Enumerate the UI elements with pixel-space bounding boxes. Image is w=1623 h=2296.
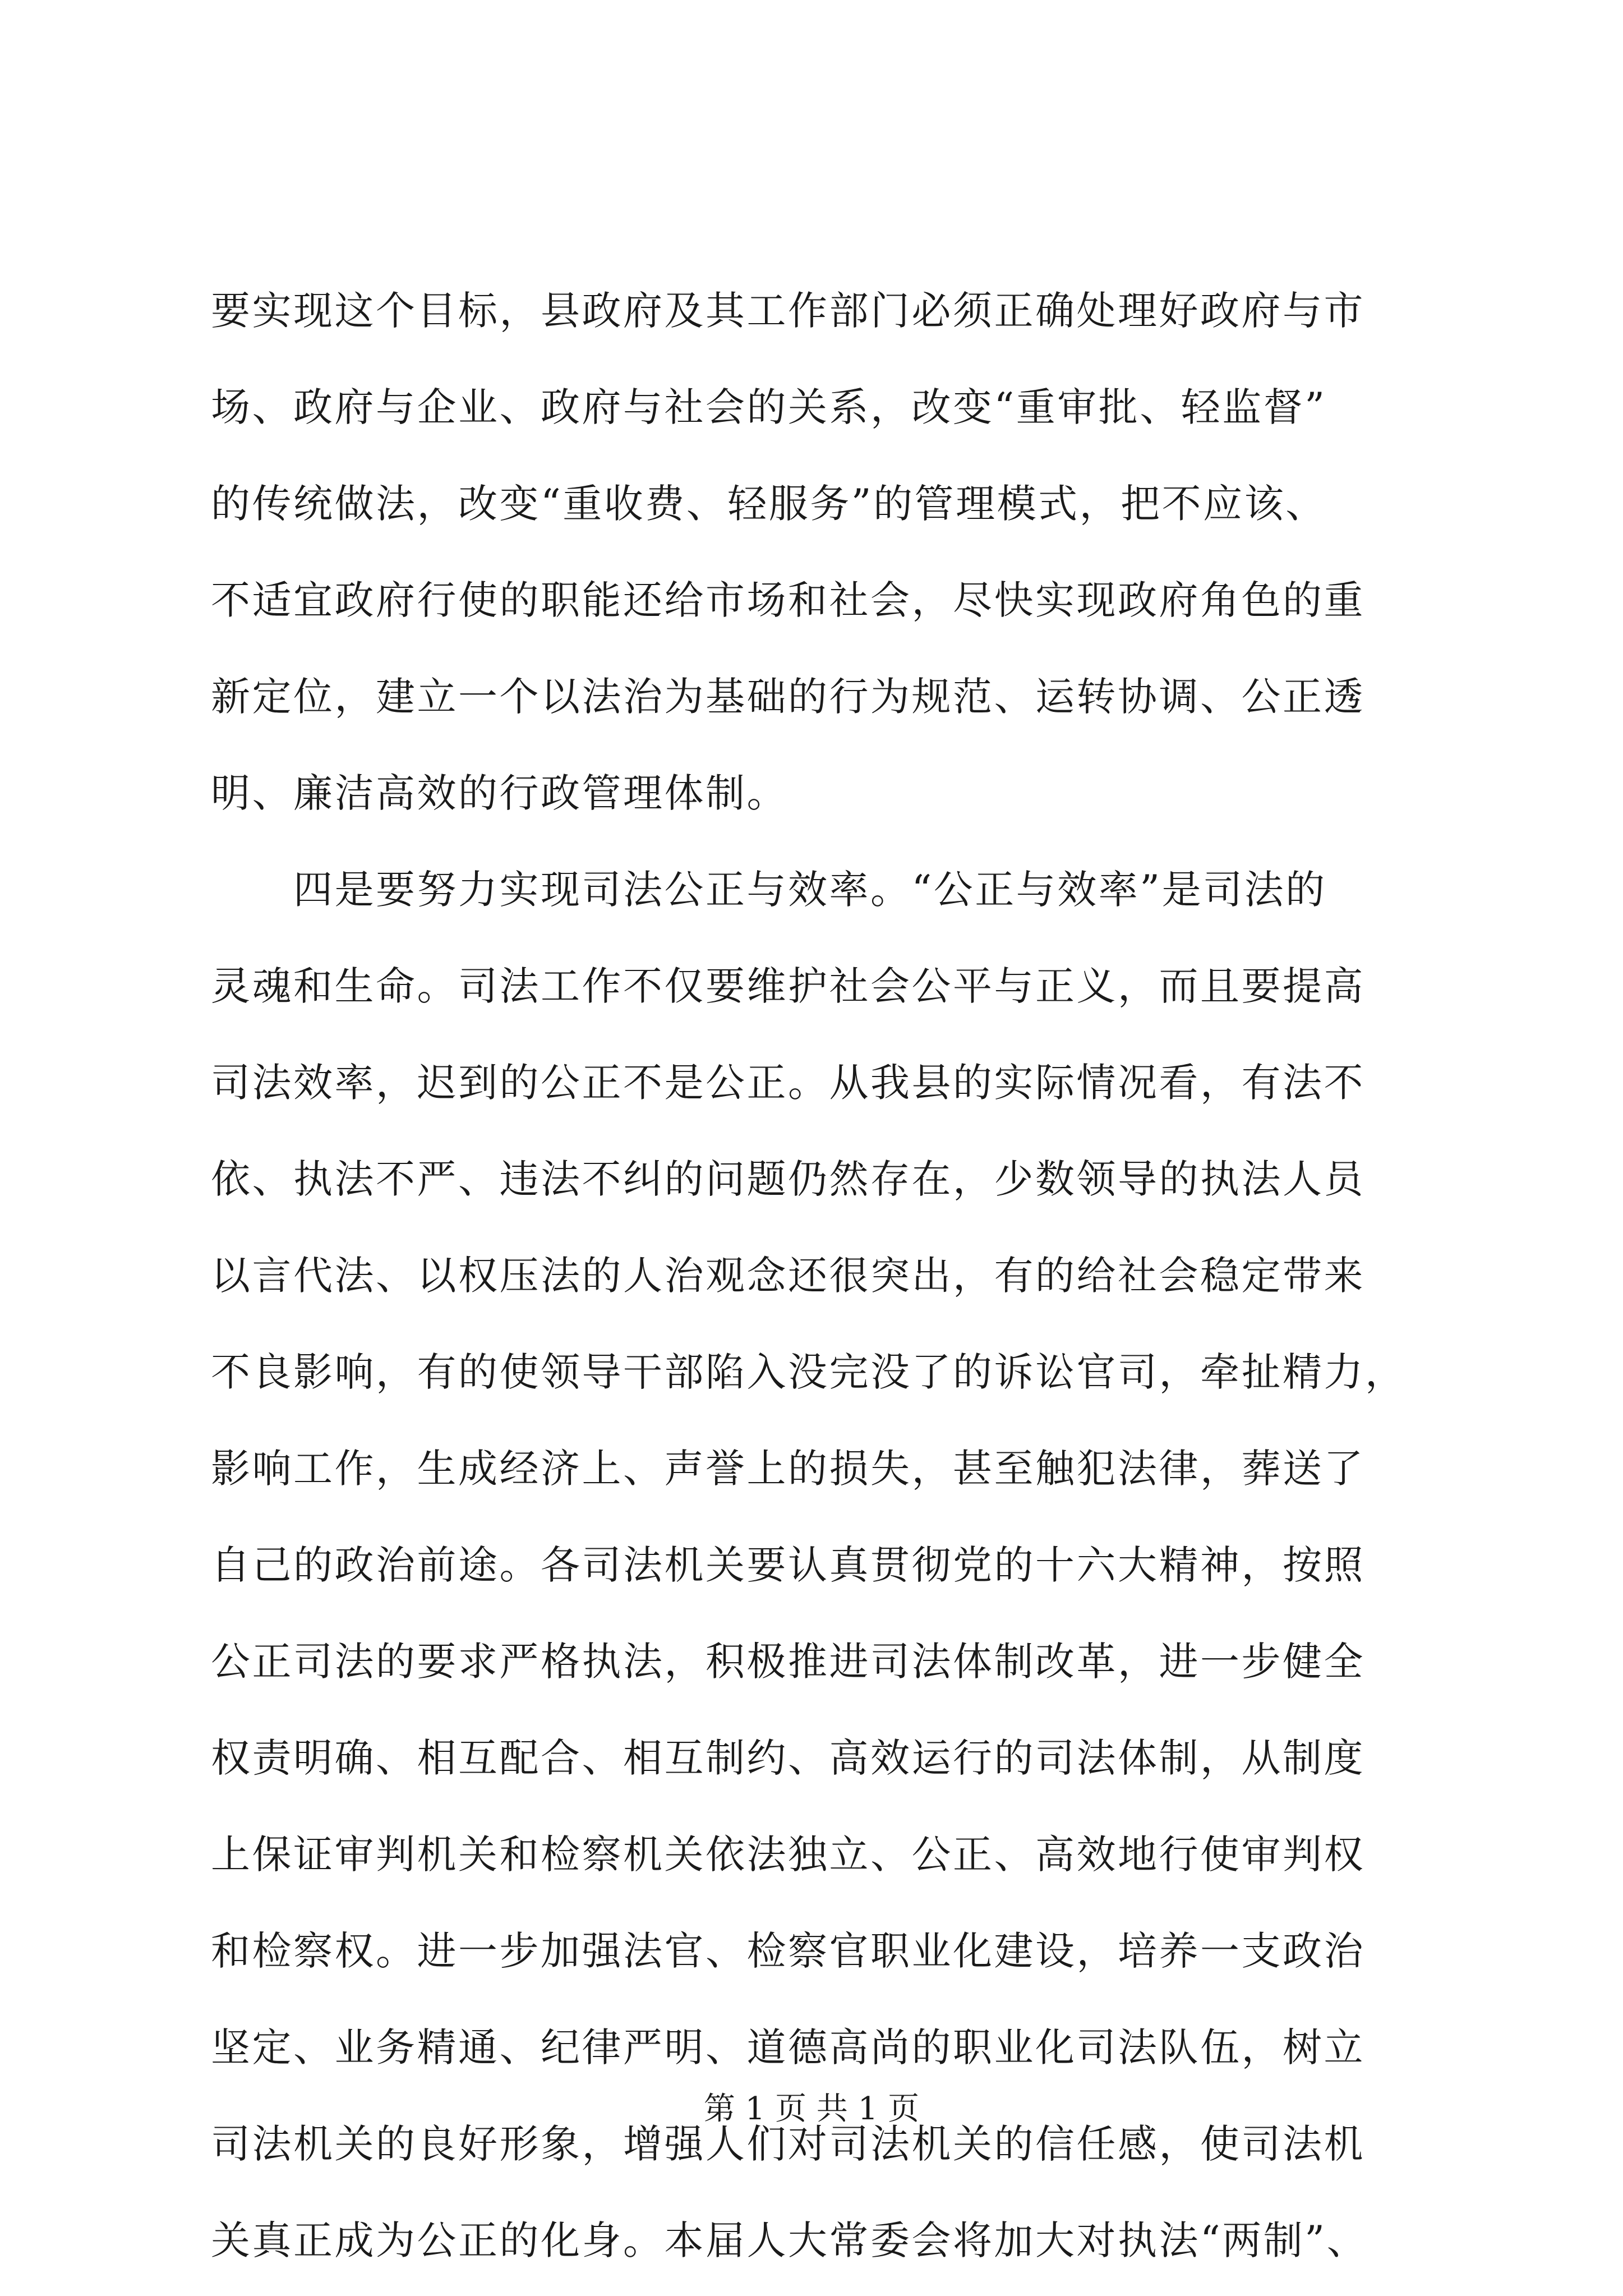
text-line: 影响工作，生成经济上、声誉上的损失，甚至触犯法律，葬送了 — [211, 1446, 1365, 1492]
page-footer: 第 1 页 共 1 页 — [703, 2091, 920, 2127]
text-line: 灵魂和生命。司法工作不仅要维护社会公平与正义，而且要提高 — [211, 963, 1365, 1009]
text-line: 新定位，建立一个以法治为基础的行为规范、运转协调、公正透 — [211, 674, 1365, 720]
text-line: 和检察权。进一步加强法官、检察官职业化建设，培养一支政治 — [211, 1928, 1365, 1974]
text-line: 坚定、业务精通、纪律严明、道德高尚的职业化司法队伍，树立 — [211, 2024, 1365, 2070]
text-line: 自己的政治前途。各司法机关要认真贯彻党的十六大精神，按照 — [211, 1542, 1365, 1588]
text-line: 依、执法不严、违法不纠的问题仍然存在，少数领导的执法人员 — [211, 1156, 1365, 1202]
text-line: 上保证审判机关和检察机关依法独立、公正、高效地行使审判权 — [211, 1832, 1365, 1878]
text-line: 四是要努力实现司法公正与效率。“公正与效率”是司法的 — [211, 867, 1327, 913]
text-line: 权责明确、相互配合、相互制约、高效运行的司法体制，从制度 — [211, 1735, 1365, 1781]
body-text — [211, 263, 1422, 2289]
text-line: 关真正成为公正的化身。本届人大常委会将加大对执法“两制”、 — [211, 2217, 1368, 2263]
text-line: 司法效率，迟到的公正不是公正。从我县的实际情况看，有法不 — [211, 1060, 1365, 1106]
text-line: 司法机关的良好形象，增强人们对司法机关的信任感，使司法机 — [211, 2121, 1365, 2167]
text-line: 的传统做法，改变“重收费、轻服务”的管理模式，把不应该、 — [211, 481, 1327, 527]
text-line: 不适宜政府行使的职能还给市场和社会，尽快实现政府角色的重 — [211, 577, 1365, 623]
text-line: 不良影响，有的使领导干部陷入没完没了的诉讼官司，牵扯精力， — [211, 1349, 1407, 1395]
text-line: 公正司法的要求严格执法，积极推进司法体制改革，进一步健全 — [211, 1639, 1365, 1685]
text-line: 要实现这个目标，县政府及其工作部门必须正确处理好政府与市 — [211, 288, 1365, 334]
text-line: 明、廉洁高效的行政管理体制。 — [211, 770, 788, 816]
text-line: 以言代法、以权压法的人治观念还很突出，有的给社会稳定带来 — [211, 1253, 1365, 1299]
text-line: 场、政府与企业、政府与社会的关系，改变“重审批、轻监督” — [211, 384, 1327, 430]
